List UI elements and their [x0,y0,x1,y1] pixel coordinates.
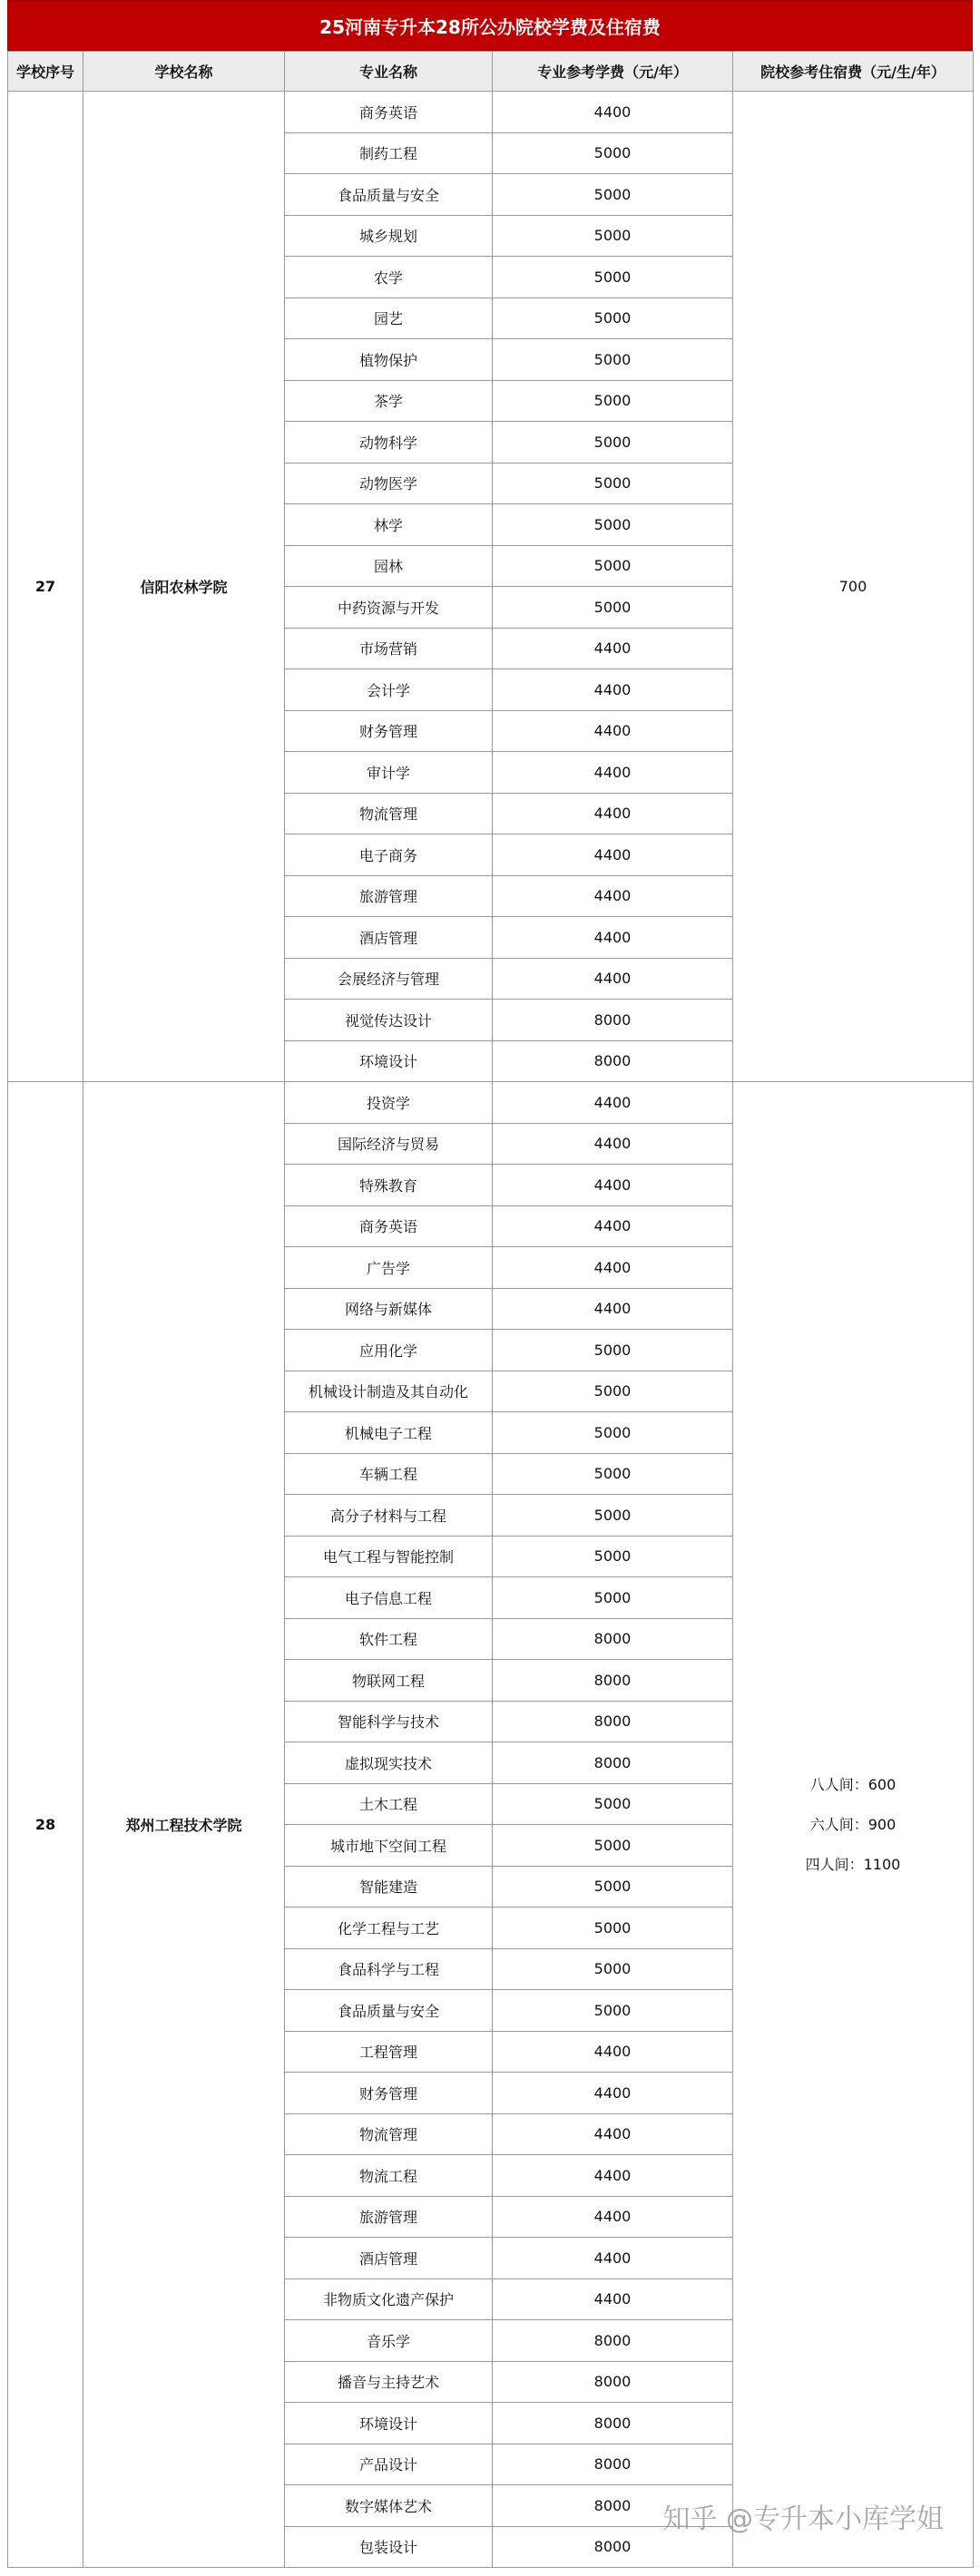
tuition-fee-cell: 5000 [493,1371,733,1412]
tuition-fee-cell: 8000 [493,2403,733,2444]
tuition-fee-cell: 5000 [493,1495,733,1537]
major-name-cell: 机械设计制造及其自动化 [285,1371,493,1412]
dorm-fee-cell [733,92,974,1082]
major-name-cell: 审计学 [285,752,493,794]
tuition-fee-cell: 4400 [493,1205,733,1247]
table-row [8,92,974,133]
major-name-cell: 会计学 [285,669,493,711]
tuition-fee-cell: 5000 [493,132,733,174]
dorm-fee-line: 四人间：1100 [805,1855,901,1873]
dorm-fee-line: 六人间：900 [809,1815,897,1833]
major-name-cell: 酒店管理 [285,2238,493,2279]
tuition-fee-cell: 8000 [493,1701,733,1742]
major-name-cell: 音乐学 [285,2320,493,2362]
major-name-cell: 产品设计 [285,2444,493,2485]
major-name-cell: 旅游管理 [285,875,493,917]
school-seq-cell: 27 [8,92,83,1082]
tuition-fee-cell: 5000 [493,380,733,422]
tuition-fee-cell: 4400 [493,2196,733,2238]
header-seq: 学校序号 [8,52,83,92]
major-name-cell: 园林 [285,545,493,587]
major-name-cell: 物流工程 [285,2155,493,2197]
major-name-cell: 农学 [285,257,493,298]
tuition-fee-cell: 4400 [493,1123,733,1165]
tuition-fee-cell: 8000 [493,1660,733,1702]
fee-table-body [8,92,974,2568]
tuition-fee-cell: 5000 [493,298,733,339]
dorm-fee-cell [733,1082,974,2568]
tuition-fee-cell: 4400 [493,2278,733,2320]
major-name-cell: 机械电子工程 [285,1412,493,1454]
major-name-cell: 财务管理 [285,2073,493,2114]
major-name-cell: 环境设计 [285,2403,493,2444]
major-name-cell: 智能建造 [285,1866,493,1908]
school-name-cell: 郑州工程技术学院 [83,1082,285,2568]
tuition-fee-cell: 4400 [493,2238,733,2279]
tuition-fee-cell: 4400 [493,1082,733,1124]
tuition-fee-cell: 8000 [493,1742,733,1784]
major-name-cell: 茶学 [285,380,493,422]
tuition-fee-cell: 5000 [493,1330,733,1371]
watermark: 知乎 @专升本小库学姐 [662,2503,944,2535]
header-row [8,52,974,92]
tuition-fee-cell: 5000 [493,1908,733,1949]
tuition-fee-cell: 5000 [493,1825,733,1867]
major-name-cell: 电气工程与智能控制 [285,1536,493,1577]
tuition-fee-cell: 4400 [493,958,733,1000]
tuition-fee-cell: 4400 [493,1288,733,1330]
tuition-fee-cell: 8000 [493,1000,733,1041]
tuition-fee-cell: 8000 [493,1618,733,1660]
school-seq-cell: 28 [8,1082,83,2568]
major-name-cell: 网络与新媒体 [285,1288,493,1330]
major-name-cell: 动物科学 [285,422,493,463]
major-name-cell: 林学 [285,504,493,546]
major-name-cell: 城乡规划 [285,215,493,257]
major-name-cell: 非物质文化遗产保护 [285,2278,493,2320]
header-school: 学校名称 [83,52,285,92]
tuition-fee-cell: 4400 [493,2031,733,2073]
header-dorm: 院校参考住宿费（元/生/年） [733,52,974,92]
major-name-cell: 酒店管理 [285,917,493,959]
tuition-fee-cell: 5000 [493,215,733,257]
tuition-fee-cell: 5000 [493,587,733,629]
tuition-fee-cell: 4400 [493,2073,733,2114]
tuition-fee-cell: 4400 [493,793,733,834]
tuition-fee-cell: 5000 [493,174,733,216]
tuition-fee-cell: 5000 [493,1783,733,1825]
major-name-cell: 高分子材料与工程 [285,1495,493,1537]
tuition-fee-cell: 5000 [493,339,733,381]
major-name-cell: 园艺 [285,298,493,339]
major-name-cell: 市场营销 [285,628,493,669]
tuition-fee-cell: 5000 [493,1577,733,1619]
tuition-fee-cell: 4400 [493,917,733,959]
major-name-cell: 播音与主持艺术 [285,2361,493,2403]
major-name-cell: 中药资源与开发 [285,587,493,629]
dorm-fee-line: 八人间：600 [809,1775,897,1793]
major-name-cell: 化学工程与工艺 [285,1908,493,1949]
school-name-cell: 信阳农林学院 [83,92,285,1082]
tuition-fee-cell: 4400 [493,628,733,669]
major-name-cell: 城市地下空间工程 [285,1825,493,1867]
major-name-cell: 投资学 [285,1082,493,1124]
major-name-cell: 特殊教育 [285,1165,493,1206]
major-name-cell: 商务英语 [285,92,493,133]
tuition-fee-cell: 4400 [493,2155,733,2197]
major-name-cell: 物联网工程 [285,1660,493,1702]
major-name-cell: 应用化学 [285,1330,493,1371]
major-name-cell: 国际经济与贸易 [285,1123,493,1165]
tuition-fee-cell: 5000 [493,257,733,298]
major-name-cell: 广告学 [285,1247,493,1289]
major-name-cell: 视觉传达设计 [285,1000,493,1041]
tuition-fee-cell: 4400 [493,1247,733,1289]
major-name-cell: 动物医学 [285,463,493,504]
header-tuition: 专业参考学费（元/年） [493,52,733,92]
tuition-fee-cell: 5000 [493,1866,733,1908]
tuition-fee-cell: 4400 [493,710,733,752]
major-name-cell: 环境设计 [285,1040,493,1082]
table-row [8,1082,974,1124]
major-name-cell: 食品质量与安全 [285,174,493,216]
major-name-cell: 物流管理 [285,2113,493,2155]
header-major: 专业名称 [285,52,493,92]
major-name-cell: 电子商务 [285,834,493,876]
major-name-cell: 制药工程 [285,132,493,174]
tuition-fee-cell: 5000 [493,545,733,587]
page-title: 25河南专升本28所公办院校学费及住宿费 [7,0,973,51]
major-name-cell: 包装设计 [285,2526,493,2568]
major-name-cell: 物流管理 [285,793,493,834]
tuition-fee-cell: 5000 [493,504,733,546]
tuition-fee-cell: 4400 [493,92,733,133]
tuition-fee-cell: 5000 [493,1453,733,1495]
major-name-cell: 工程管理 [285,2031,493,2073]
major-name-cell: 商务英语 [285,1205,493,1247]
major-name-cell: 旅游管理 [285,2196,493,2238]
tuition-fee-cell: 4400 [493,752,733,794]
tuition-fee-cell: 5000 [493,422,733,463]
major-name-cell: 食品质量与安全 [285,1990,493,2032]
major-name-cell: 土木工程 [285,1783,493,1825]
tuition-document [7,0,973,2568]
tuition-fee-cell: 5000 [493,1536,733,1577]
tuition-fee-cell: 8000 [493,2526,733,2568]
major-name-cell: 植物保护 [285,339,493,381]
major-name-cell: 车辆工程 [285,1453,493,1495]
dorm-fee-line: 700 [838,577,867,595]
major-name-cell: 虚拟现实技术 [285,1742,493,1784]
tuition-fee-cell: 4400 [493,2113,733,2155]
tuition-fee-cell: 5000 [493,1990,733,2032]
tuition-fee-cell: 5000 [493,1412,733,1454]
tuition-fee-cell: 4400 [493,875,733,917]
major-name-cell: 财务管理 [285,710,493,752]
tuition-fee-cell: 8000 [493,1040,733,1082]
tuition-fee-cell: 8000 [493,2485,733,2527]
major-name-cell: 电子信息工程 [285,1577,493,1619]
fee-table [7,51,974,2568]
major-name-cell: 智能科学与技术 [285,1701,493,1742]
tuition-fee-cell: 8000 [493,2361,733,2403]
tuition-fee-cell: 4400 [493,669,733,711]
major-name-cell: 数字媒体艺术 [285,2485,493,2527]
tuition-fee-cell: 4400 [493,1165,733,1206]
tuition-fee-cell: 8000 [493,2320,733,2362]
tuition-fee-cell: 5000 [493,463,733,504]
major-name-cell: 食品科学与工程 [285,1948,493,1990]
major-name-cell: 软件工程 [285,1618,493,1660]
tuition-fee-cell: 5000 [493,1948,733,1990]
major-name-cell: 会展经济与管理 [285,958,493,1000]
tuition-fee-cell: 8000 [493,2444,733,2485]
tuition-fee-cell: 4400 [493,834,733,876]
